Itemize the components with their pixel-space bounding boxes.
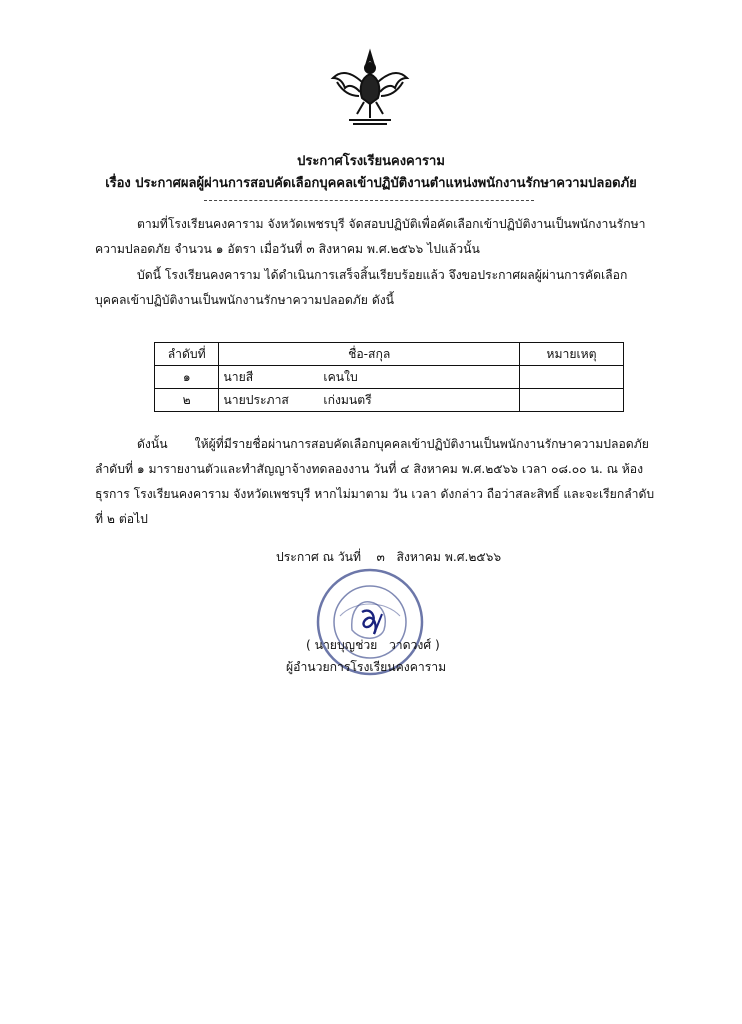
header-remark: หมายเหตุ xyxy=(520,343,624,366)
row-no: ๑ xyxy=(155,366,219,389)
header-name: ชื่อ-สกุล xyxy=(219,343,520,366)
paragraph-line: ความปลอดภัย จำนวน ๑ อัตรา เมื่อวันที่ ๓ สิงหาคม พ.ศ.๒๕๖๖ ไปแล้วนั้น xyxy=(95,242,480,256)
row-no: ๒ xyxy=(155,389,219,412)
header-no: ลำดับที่ xyxy=(155,343,219,366)
first-name: นายสี xyxy=(223,369,254,384)
paragraph-line: บัดนี้ โรงเรียนคงคาราม ได้ดำเนินการเสร็จสิ้นเรียบร้อยแล้ว จึงขอประกาศผลผู้ผ่านการคัดเลือก xyxy=(137,268,628,282)
row-remark xyxy=(520,389,624,412)
garuda-emblem-icon xyxy=(329,48,411,130)
paragraph-instructions xyxy=(95,432,655,532)
paragraph-intro xyxy=(95,212,655,262)
result-table xyxy=(154,342,624,412)
table-header-row xyxy=(155,343,624,366)
table-row xyxy=(155,389,624,412)
signer-position: ผู้อำนวยการโรงเรียนคงคาราม xyxy=(286,660,447,674)
row-name xyxy=(219,389,520,412)
paragraph-line: ตามที่โรงเรียนคงคาราม จังหวัดเพชรบุรี จัดสอบปฏิบัติเพื่อคัดเลือกเข้าปฏิบัติงานเป็นพนักงานรักษา xyxy=(137,217,646,231)
last-name: เคนใบ xyxy=(323,369,358,384)
last-name: เก่งมนตรี xyxy=(323,392,372,407)
paragraph-line: ธุรการ โรงเรียนคงคาราม จังหวัดเพชรบุรี หากไม่มาตาม วัน เวลา ดังกล่าว ถือว่าสละสิทธิ์ และจะเรียกลำดับ xyxy=(95,487,655,501)
row-name xyxy=(219,366,520,389)
row-remark xyxy=(520,366,624,389)
table-row xyxy=(155,366,624,389)
signer-name: ( นายบุญช่วย วาดวงศ์ ) xyxy=(306,638,440,652)
paragraph-line: บุคคลเข้าปฏิบัติงานเป็นพนักงานรักษาความปลอดภัย ดังนี้ xyxy=(95,293,395,307)
paragraph-result xyxy=(95,263,655,313)
first-name: นายประภาส xyxy=(223,392,289,407)
page-title: ประกาศโรงเรียนคงคาราม xyxy=(297,154,445,169)
paragraph-line: ลำดับที่ ๑ มารายงานตัวและทำสัญญาจ้างทดลองงาน วันที่ ๔ สิงหาคม พ.ศ.๒๕๖๖ เวลา ๐๘.๐๐ น. ณ ห้อง xyxy=(95,462,644,476)
paragraph-line: ดังนั้น ให้ผู้ที่มีรายชื่อผ่านการสอบคัดเลือกบุคคลเข้าปฏิบัติงานเป็นพนักงานรักษาความปลอดภัย xyxy=(137,437,649,451)
paragraph-line: ที่ ๒ ต่อไป xyxy=(95,512,148,526)
dashed-divider xyxy=(204,200,534,201)
subject-line: เรื่อง ประกาศผลผู้ผ่านการสอบคัดเลือกบุคคลเข้าปฏิบัติงานตำแหน่งพนักงานรักษาความปลอดภัย xyxy=(105,176,637,191)
announce-date: ประกาศ ณ วันที่ ๓ สิงหาคม พ.ศ.๒๕๖๖ xyxy=(276,550,502,564)
